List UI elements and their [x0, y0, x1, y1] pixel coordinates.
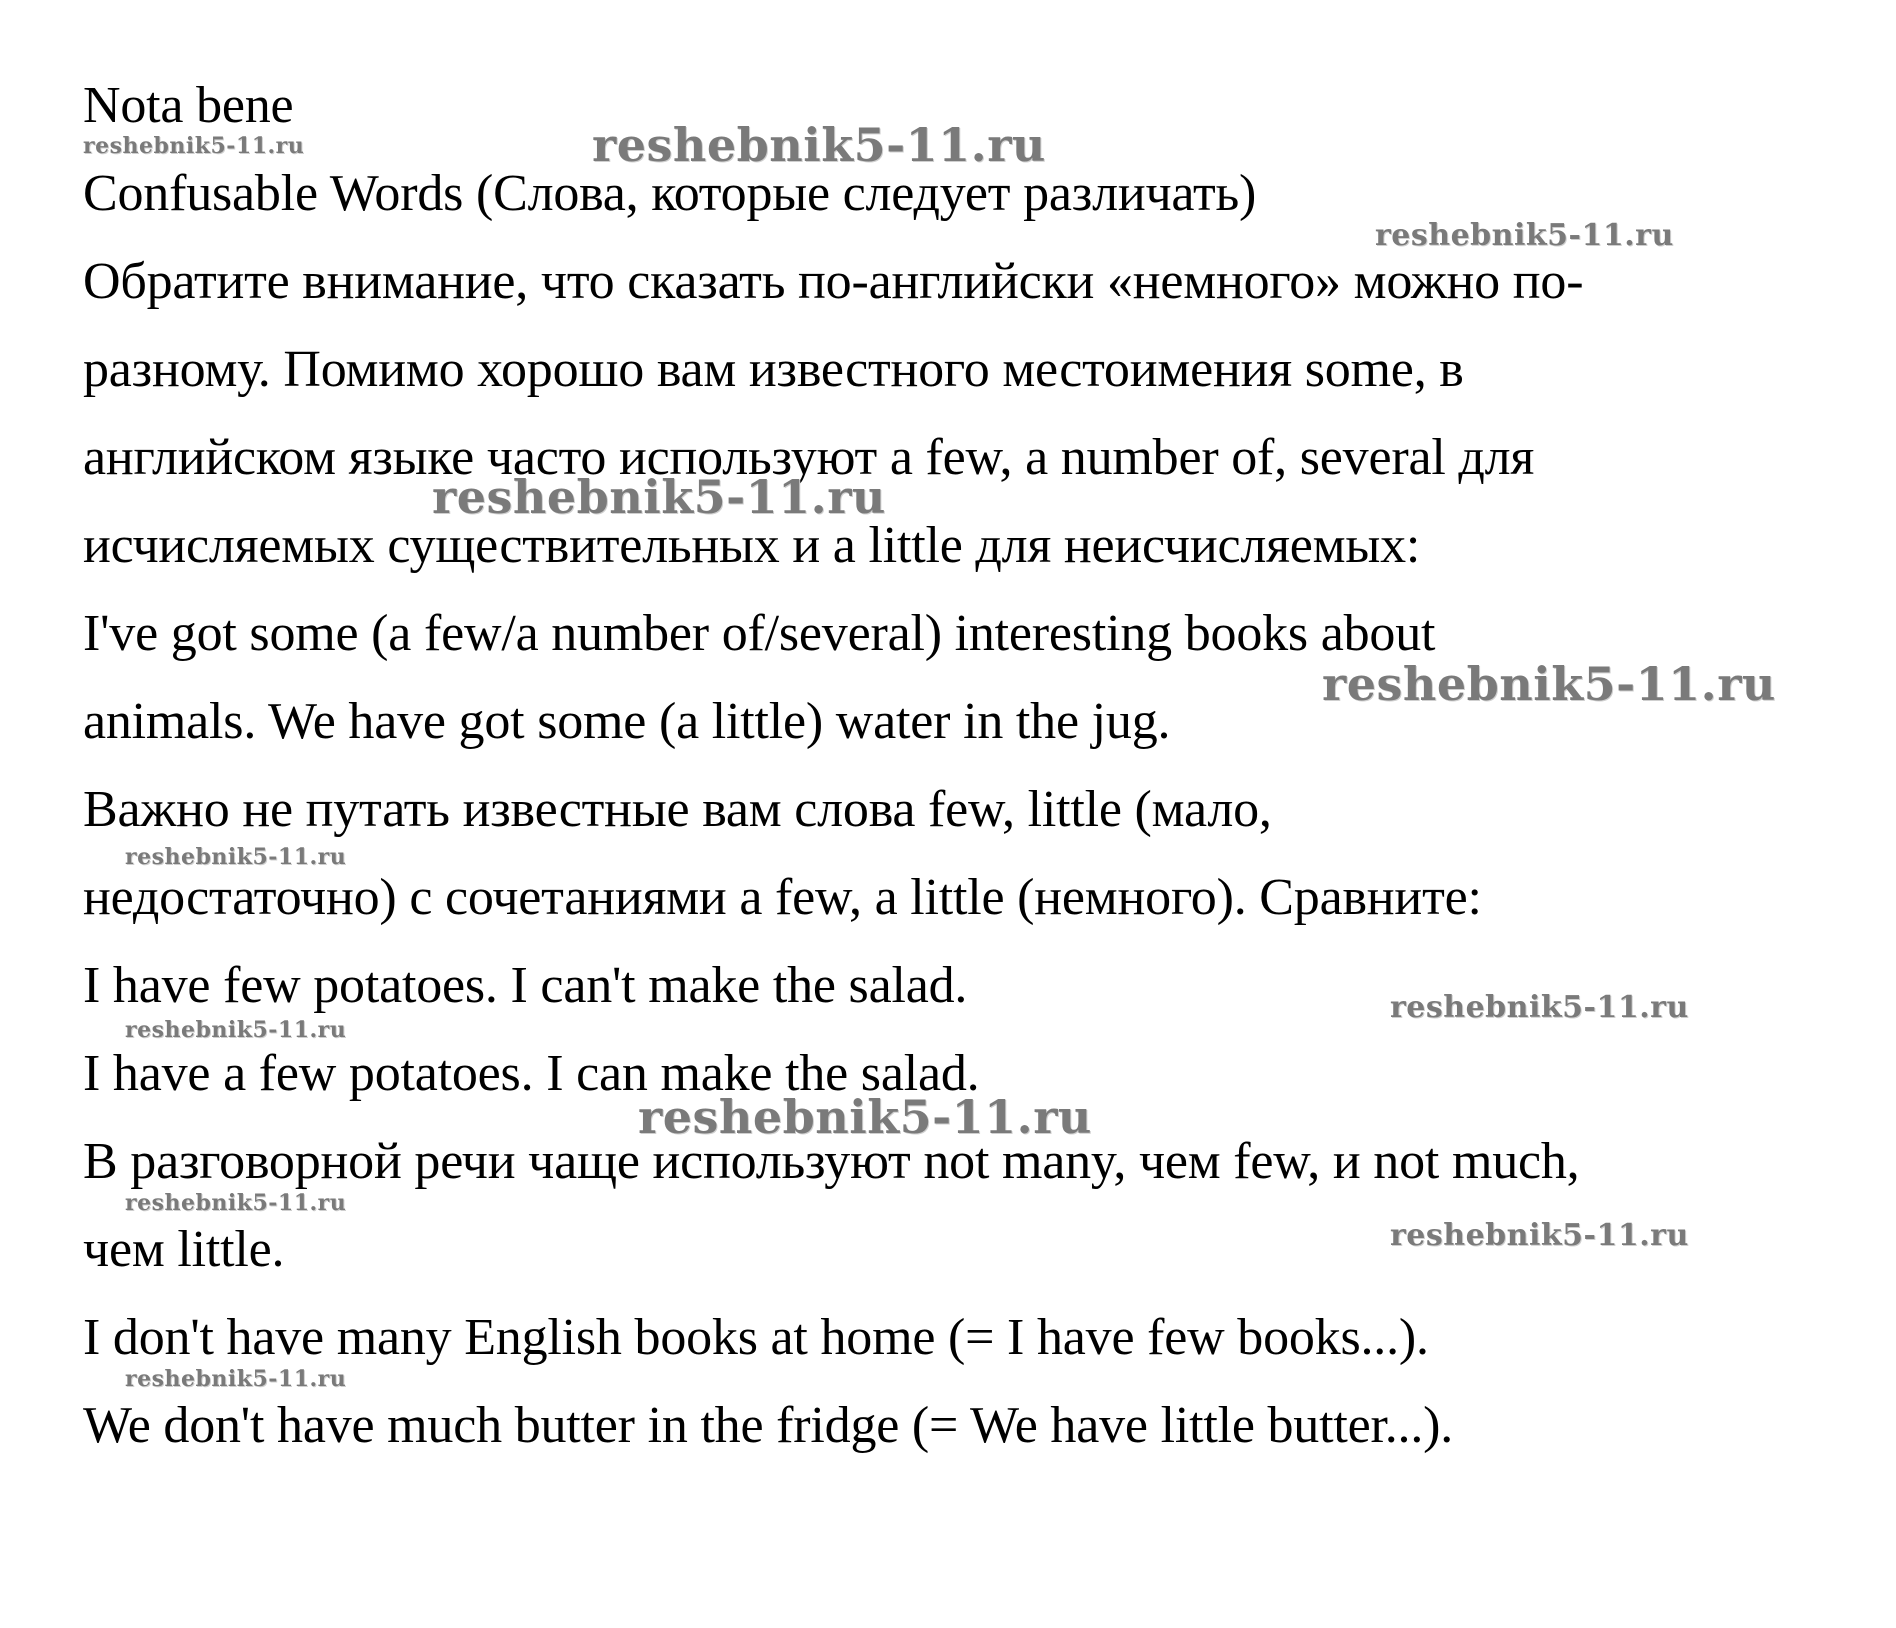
- example-line: I don't have many English books at home (= I have few books...).: [83, 1309, 1429, 1366]
- paragraph-line: Обратите внимание, что сказать по-английски «немного» можно по-: [83, 253, 1584, 310]
- watermark: reshebnik5-11.ru: [125, 844, 347, 870]
- watermark: reshebnik5-11.ru: [125, 1017, 347, 1043]
- watermark: reshebnik5-11.ru: [125, 1366, 347, 1392]
- watermark: reshebnik5-11.ru: [1375, 218, 1674, 253]
- paragraph-line: В разговорной речи чаще используют not many, чем few, и not much,: [83, 1133, 1580, 1190]
- watermark: reshebnik5-11.ru: [638, 1090, 1092, 1144]
- watermark: reshebnik5-11.ru: [592, 118, 1046, 172]
- example-line: I've got some (a few/a number of/several) interesting books about: [83, 605, 1436, 662]
- watermark: reshebnik5-11.ru: [1322, 657, 1776, 711]
- paragraph-line: чем little.: [83, 1221, 285, 1278]
- paragraph-line: Важно не путать известные вам слова few, little (мало,: [83, 781, 1272, 838]
- watermark: reshebnik5-11.ru: [83, 133, 305, 159]
- paragraph-line: исчисляемых существительных и a little для неисчисляемых:: [83, 517, 1421, 574]
- heading-confusable-words: Confusable Words (Слова, которые следует различать): [83, 165, 1257, 222]
- example-line: I have few potatoes. I can't make the salad.: [83, 957, 968, 1014]
- example-line: I have a few potatoes. I can make the salad.: [83, 1045, 980, 1102]
- example-line: We don't have much butter in the fridge (= We have little butter...).: [83, 1397, 1454, 1454]
- watermark: reshebnik5-11.ru: [125, 1190, 347, 1216]
- paragraph-line: разному. Помимо хорошо вам известного местоимения some, в: [83, 341, 1464, 398]
- watermark: reshebnik5-11.ru: [432, 470, 886, 524]
- example-line: animals. We have got some (a little) water in the jug.: [83, 693, 1171, 750]
- watermark: reshebnik5-11.ru: [1390, 1218, 1689, 1253]
- paragraph-line: английском языке часто используют a few, a number of, several для: [83, 429, 1535, 486]
- watermark: reshebnik5-11.ru: [1390, 990, 1689, 1025]
- document-text: [83, 62, 1843, 1470]
- paragraph-line: недостаточно) с сочетаниями a few, a little (немного). Сравните:: [83, 869, 1482, 926]
- heading-nota-bene: Nota bene: [83, 77, 294, 134]
